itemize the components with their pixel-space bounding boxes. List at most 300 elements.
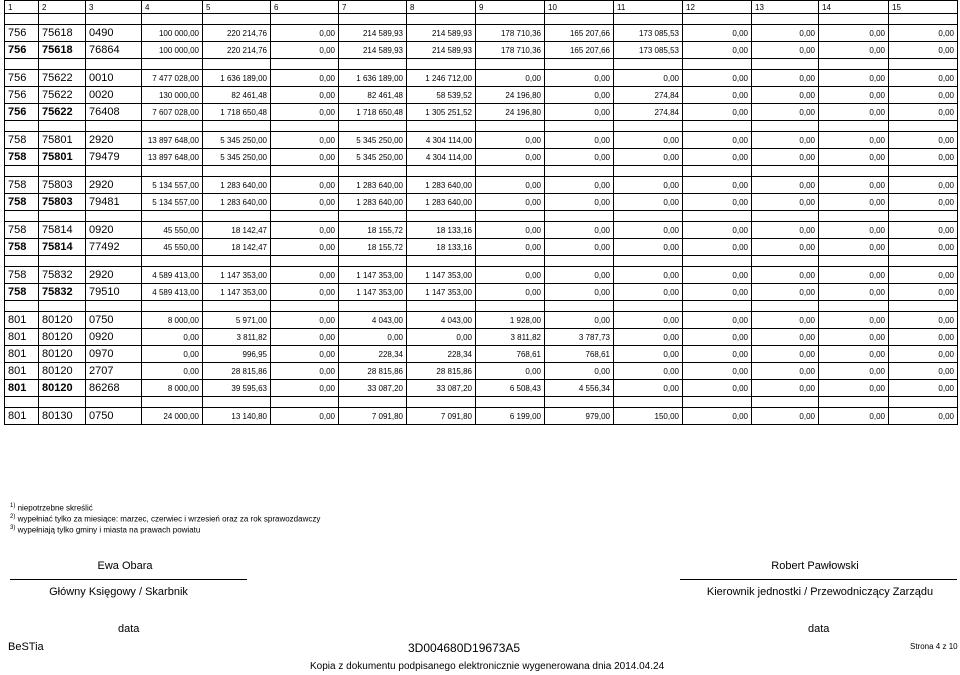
table-cell: 0,00 — [683, 70, 752, 87]
table-cell: 0,00 — [271, 42, 339, 59]
table-cell: 75622 — [39, 87, 86, 104]
spacer-row — [5, 397, 958, 408]
table-cell: 0,00 — [271, 104, 339, 121]
table-cell: 0,00 — [889, 408, 958, 425]
table-cell: 0,00 — [614, 149, 683, 166]
table-cell: 0,00 — [889, 312, 958, 329]
table-row — [5, 87, 958, 104]
table-cell: 1 636 189,00 — [339, 70, 407, 87]
spacer-cell — [203, 301, 271, 312]
table-cell: 1 718 650,48 — [203, 104, 271, 121]
table-cell: 0,00 — [614, 312, 683, 329]
table-cell: 0,00 — [752, 104, 819, 121]
spacer-row — [5, 121, 958, 132]
table-cell: 0,00 — [819, 408, 889, 425]
spacer-cell — [39, 397, 86, 408]
table-cell: 0,00 — [683, 132, 752, 149]
spacer-cell — [407, 121, 476, 132]
table-cell: 0,00 — [614, 346, 683, 363]
table-row — [5, 346, 958, 363]
table-cell: 0,00 — [614, 132, 683, 149]
table-cell: 0,00 — [819, 284, 889, 301]
table-cell: 18 133,16 — [407, 222, 476, 239]
table-cell: 5 345 250,00 — [203, 132, 271, 149]
table-cell: 0,00 — [889, 70, 958, 87]
table-cell: 0750 — [86, 408, 142, 425]
table-cell: 45 550,00 — [142, 239, 203, 256]
table-cell: 0,00 — [683, 267, 752, 284]
spacer-cell — [407, 59, 476, 70]
spacer-cell — [271, 59, 339, 70]
table-cell: 4 556,34 — [545, 380, 614, 397]
right-date-label: data — [808, 623, 830, 635]
table-cell: 4 043,00 — [407, 312, 476, 329]
table-cell: 0,00 — [545, 284, 614, 301]
spacer-cell — [86, 14, 142, 25]
table-cell: 24 196,80 — [476, 87, 545, 104]
table-cell: 0,00 — [889, 329, 958, 346]
spacer-cell — [752, 14, 819, 25]
table-cell: 18 133,16 — [407, 239, 476, 256]
spacer-cell — [142, 211, 203, 222]
spacer-cell — [614, 256, 683, 267]
table-cell: 758 — [5, 222, 39, 239]
spacer-cell — [271, 14, 339, 25]
table-cell: 130 000,00 — [142, 87, 203, 104]
table-cell: 7 477 028,00 — [142, 70, 203, 87]
spacer-cell — [752, 397, 819, 408]
table-cell: 0010 — [86, 70, 142, 87]
table-cell: 758 — [5, 194, 39, 211]
table-cell: 0,00 — [683, 329, 752, 346]
table-cell: 1 283 640,00 — [203, 194, 271, 211]
table-cell: 5 345 250,00 — [339, 132, 407, 149]
table-cell: 86268 — [86, 380, 142, 397]
table-cell: 7 607 028,00 — [142, 104, 203, 121]
table-cell: 0,00 — [476, 149, 545, 166]
table-row — [5, 408, 958, 425]
table-row — [5, 222, 958, 239]
table-cell: 0,00 — [683, 312, 752, 329]
table-cell: 0,00 — [819, 42, 889, 59]
spacer-cell — [39, 14, 86, 25]
table-cell: 3 811,82 — [476, 329, 545, 346]
table-cell: 0020 — [86, 87, 142, 104]
spacer-cell — [339, 211, 407, 222]
table-cell: 1 718 650,48 — [339, 104, 407, 121]
table-cell: 13 — [752, 1, 819, 14]
table-cell: 0,00 — [545, 194, 614, 211]
table-cell: 0,00 — [271, 70, 339, 87]
table-cell: 0,00 — [683, 239, 752, 256]
table-cell: 1 283 640,00 — [339, 177, 407, 194]
table-cell: 214 589,93 — [407, 25, 476, 42]
table-cell: 0,00 — [476, 239, 545, 256]
spacer-cell — [819, 121, 889, 132]
spacer-cell — [203, 14, 271, 25]
table-cell: 0,00 — [271, 346, 339, 363]
table-cell: 0,00 — [614, 177, 683, 194]
spacer-cell — [614, 121, 683, 132]
table-cell: 2920 — [86, 132, 142, 149]
table-cell: 0,00 — [545, 87, 614, 104]
table-cell: 801 — [5, 329, 39, 346]
spacer-cell — [203, 211, 271, 222]
table-cell: 39 595,63 — [203, 380, 271, 397]
table-cell: 0,00 — [545, 312, 614, 329]
table-cell: 758 — [5, 267, 39, 284]
table-cell: 5 134 557,00 — [142, 194, 203, 211]
table-cell: 0,00 — [752, 177, 819, 194]
table-cell: 0920 — [86, 222, 142, 239]
table-cell: 0,00 — [819, 132, 889, 149]
table-cell: 150,00 — [614, 408, 683, 425]
table-cell: 0,00 — [476, 222, 545, 239]
table-cell: 0,00 — [889, 284, 958, 301]
table-row — [5, 194, 958, 211]
spacer-cell — [545, 14, 614, 25]
table-cell: 0,00 — [614, 363, 683, 380]
spacer-cell — [271, 166, 339, 177]
spacer-row — [5, 166, 958, 177]
table-cell: 75622 — [39, 70, 86, 87]
table-cell: 0,00 — [614, 70, 683, 87]
table-cell: 33 087,20 — [407, 380, 476, 397]
table-cell: 0,00 — [752, 70, 819, 87]
table-cell: 0,00 — [819, 149, 889, 166]
table-cell: 756 — [5, 104, 39, 121]
spacer-cell — [339, 256, 407, 267]
table-row — [5, 149, 958, 166]
table-cell: 0,00 — [752, 239, 819, 256]
table-row — [5, 132, 958, 149]
table-cell: 0,00 — [271, 87, 339, 104]
table-cell: 0,00 — [683, 408, 752, 425]
table-cell: 0,00 — [683, 104, 752, 121]
left-signature-line — [10, 579, 247, 580]
right-signature-line — [680, 579, 957, 580]
spacer-cell — [476, 211, 545, 222]
table-cell: 0,00 — [545, 132, 614, 149]
table-cell: 4 304 114,00 — [407, 149, 476, 166]
page-number: Strona 4 z 10 — [910, 642, 958, 651]
table-cell: 4 589 413,00 — [142, 284, 203, 301]
table-cell: 0,00 — [819, 194, 889, 211]
table-cell: 18 142,47 — [203, 222, 271, 239]
table-cell: 756 — [5, 70, 39, 87]
spacer-cell — [142, 59, 203, 70]
spacer-cell — [683, 14, 752, 25]
table-cell: 0,00 — [683, 42, 752, 59]
table-cell: 0,00 — [476, 177, 545, 194]
table-cell: 0,00 — [889, 346, 958, 363]
table-cell: 13 897 648,00 — [142, 149, 203, 166]
table-cell: 178 710,36 — [476, 42, 545, 59]
table-cell: 0,00 — [683, 87, 752, 104]
table-cell: 18 142,47 — [203, 239, 271, 256]
table-cell: 0,00 — [614, 222, 683, 239]
table-cell: 0,00 — [614, 267, 683, 284]
table-cell: 1 283 640,00 — [407, 177, 476, 194]
table-cell: 758 — [5, 132, 39, 149]
table-cell: 0,00 — [752, 132, 819, 149]
table-row — [5, 312, 958, 329]
spacer-row — [5, 256, 958, 267]
spacer-cell — [819, 166, 889, 177]
spacer-cell — [203, 59, 271, 70]
table-row — [5, 70, 958, 87]
spacer-cell — [683, 397, 752, 408]
table-cell: 1 147 353,00 — [203, 267, 271, 284]
spacer-cell — [889, 166, 958, 177]
table-cell: 0,00 — [142, 346, 203, 363]
table-cell: 2707 — [86, 363, 142, 380]
spacer-cell — [271, 211, 339, 222]
table-cell: 79479 — [86, 149, 142, 166]
table-cell: 18 155,72 — [339, 239, 407, 256]
spacer-cell — [86, 166, 142, 177]
spacer-cell — [614, 211, 683, 222]
table-cell: 220 214,76 — [203, 42, 271, 59]
spacer-cell — [683, 121, 752, 132]
table-cell: 0,00 — [752, 87, 819, 104]
report-table-body — [5, 1, 958, 425]
table-cell: 2920 — [86, 267, 142, 284]
spacer-cell — [614, 397, 683, 408]
spacer-cell — [339, 14, 407, 25]
table-cell: 0,00 — [752, 25, 819, 42]
table-cell: 14 — [819, 1, 889, 14]
table-cell: 165 207,66 — [545, 25, 614, 42]
spacer-cell — [203, 166, 271, 177]
table-cell: 0,00 — [614, 380, 683, 397]
table-cell: 756 — [5, 42, 39, 59]
table-cell: 0,00 — [683, 25, 752, 42]
table-cell: 76408 — [86, 104, 142, 121]
spacer-cell — [476, 14, 545, 25]
table-cell: 1 147 353,00 — [203, 284, 271, 301]
spacer-row — [5, 14, 958, 25]
table-cell: 0,00 — [683, 284, 752, 301]
spacer-cell — [86, 211, 142, 222]
table-cell: 220 214,76 — [203, 25, 271, 42]
table-cell: 756 — [5, 87, 39, 104]
table-cell: 0,00 — [752, 312, 819, 329]
spacer-cell — [614, 301, 683, 312]
table-cell: 1 147 353,00 — [407, 267, 476, 284]
spacer-cell — [683, 256, 752, 267]
spacer-cell — [203, 256, 271, 267]
table-cell: 0,00 — [889, 194, 958, 211]
table-cell: 1 246 712,00 — [407, 70, 476, 87]
table-cell: 3 — [86, 1, 142, 14]
table-cell: 1 283 640,00 — [339, 194, 407, 211]
table-cell: 8 — [407, 1, 476, 14]
table-cell: 0,00 — [407, 329, 476, 346]
table-cell: 0,00 — [752, 329, 819, 346]
table-cell: 0,00 — [819, 312, 889, 329]
table-cell: 214 589,93 — [339, 42, 407, 59]
table-cell: 0,00 — [752, 267, 819, 284]
table-cell: 0,00 — [889, 42, 958, 59]
spacer-cell — [819, 14, 889, 25]
spacer-cell — [407, 301, 476, 312]
table-cell: 0,00 — [752, 408, 819, 425]
table-cell: 214 589,93 — [407, 42, 476, 59]
spacer-cell — [545, 121, 614, 132]
table-row — [5, 177, 958, 194]
table-cell: 0,00 — [545, 222, 614, 239]
table-cell: 0,00 — [614, 284, 683, 301]
table-cell: 0,00 — [545, 104, 614, 121]
table-cell: 100 000,00 — [142, 25, 203, 42]
spacer-cell — [142, 166, 203, 177]
spacer-cell — [819, 59, 889, 70]
footnote-1: $^{1)}$ niepotrzebne skreślić — [10, 503, 93, 513]
table-cell: 274,84 — [614, 104, 683, 121]
spacer-cell — [407, 256, 476, 267]
spacer-cell — [5, 166, 39, 177]
report-table — [4, 0, 958, 425]
spacer-cell — [5, 121, 39, 132]
table-row — [5, 267, 958, 284]
table-cell: 0,00 — [271, 363, 339, 380]
table-cell: 758 — [5, 239, 39, 256]
table-cell: 1 283 640,00 — [203, 177, 271, 194]
table-cell: 4 589 413,00 — [142, 267, 203, 284]
spacer-cell — [86, 256, 142, 267]
table-cell: 1 147 353,00 — [407, 284, 476, 301]
table-cell: 3 787,73 — [545, 329, 614, 346]
table-cell: 0,00 — [614, 329, 683, 346]
table-cell: 82 461,48 — [339, 87, 407, 104]
spacer-cell — [407, 14, 476, 25]
table-cell: 0,00 — [683, 149, 752, 166]
table-cell: 0,00 — [271, 177, 339, 194]
table-cell: 75814 — [39, 222, 86, 239]
spacer-cell — [407, 211, 476, 222]
table-cell: 75803 — [39, 177, 86, 194]
spacer-cell — [819, 211, 889, 222]
table-cell: 0,00 — [889, 132, 958, 149]
spacer-cell — [39, 166, 86, 177]
table-cell: 0490 — [86, 25, 142, 42]
table-cell: 9 — [476, 1, 545, 14]
table-cell: 0,00 — [819, 380, 889, 397]
table-cell: 0,00 — [271, 408, 339, 425]
table-cell: 5 971,00 — [203, 312, 271, 329]
table-cell: 0,00 — [889, 177, 958, 194]
spacer-cell — [5, 59, 39, 70]
table-cell: 5 134 557,00 — [142, 177, 203, 194]
spacer-cell — [271, 256, 339, 267]
spacer-cell — [752, 121, 819, 132]
table-cell: 758 — [5, 284, 39, 301]
spacer-cell — [339, 121, 407, 132]
table-cell: 7 091,80 — [407, 408, 476, 425]
table-cell: 0,00 — [476, 194, 545, 211]
spacer-cell — [545, 166, 614, 177]
footnote-2: $^{2)}$ wypełniać tylko za miesiące: marzec, czerwiec i wrzesień oraz za rok sprawozdawczy — [10, 514, 321, 524]
table-cell: 4 043,00 — [339, 312, 407, 329]
spacer-cell — [339, 397, 407, 408]
table-cell: 0,00 — [819, 329, 889, 346]
table-cell: 0,00 — [752, 363, 819, 380]
table-cell: 0,00 — [683, 363, 752, 380]
table-cell: 75622 — [39, 104, 86, 121]
table-cell: 0,00 — [142, 329, 203, 346]
table-cell: 801 — [5, 312, 39, 329]
table-cell: 0,00 — [819, 346, 889, 363]
table-cell: 79510 — [86, 284, 142, 301]
table-cell: 7 — [339, 1, 407, 14]
spacer-cell — [614, 59, 683, 70]
table-cell: 0,00 — [752, 380, 819, 397]
table-cell: 28 815,86 — [407, 363, 476, 380]
table-cell: 1 147 353,00 — [339, 267, 407, 284]
spacer-cell — [39, 301, 86, 312]
spacer-cell — [86, 301, 142, 312]
table-cell: 76864 — [86, 42, 142, 59]
table-cell: 1 928,00 — [476, 312, 545, 329]
table-cell: 801 — [5, 380, 39, 397]
table-cell: 0,00 — [819, 70, 889, 87]
table-cell: 28 815,86 — [339, 363, 407, 380]
table-cell: 0,00 — [889, 267, 958, 284]
spacer-cell — [86, 59, 142, 70]
table-cell: 756 — [5, 25, 39, 42]
table-cell: 1 147 353,00 — [339, 284, 407, 301]
table-cell: 5 — [203, 1, 271, 14]
table-cell: 979,00 — [545, 408, 614, 425]
document-code: 3D004680D19673A5 — [408, 641, 521, 655]
spacer-cell — [339, 166, 407, 177]
table-cell: 0,00 — [752, 42, 819, 59]
table-cell: 0,00 — [889, 239, 958, 256]
table-cell: 33 087,20 — [339, 380, 407, 397]
spacer-row — [5, 211, 958, 222]
spacer-cell — [339, 59, 407, 70]
spacer-cell — [142, 397, 203, 408]
table-cell: 75801 — [39, 149, 86, 166]
table-cell: 80120 — [39, 329, 86, 346]
table-cell: 75801 — [39, 132, 86, 149]
table-cell: 58 539,52 — [407, 87, 476, 104]
spacer-cell — [752, 301, 819, 312]
table-cell: 0,00 — [545, 70, 614, 87]
spacer-cell — [339, 301, 407, 312]
table-cell: 0,00 — [819, 25, 889, 42]
spacer-cell — [86, 397, 142, 408]
spacer-cell — [476, 256, 545, 267]
table-cell: 0,00 — [271, 380, 339, 397]
table-row — [5, 42, 958, 59]
table-cell: 80120 — [39, 363, 86, 380]
spacer-row — [5, 301, 958, 312]
spacer-cell — [5, 256, 39, 267]
table-cell: 758 — [5, 149, 39, 166]
table-cell: 173 085,53 — [614, 42, 683, 59]
table-cell: 13 897 648,00 — [142, 132, 203, 149]
spacer-cell — [5, 397, 39, 408]
spacer-cell — [476, 166, 545, 177]
spacer-cell — [889, 14, 958, 25]
table-cell: 0,00 — [683, 177, 752, 194]
table-cell: 801 — [5, 408, 39, 425]
footnote-3: $^{3)}$ wypełniają tylko gminy i miasta na prawach powiatu — [10, 525, 201, 535]
table-cell: 0,00 — [752, 346, 819, 363]
table-cell: 0,00 — [752, 222, 819, 239]
